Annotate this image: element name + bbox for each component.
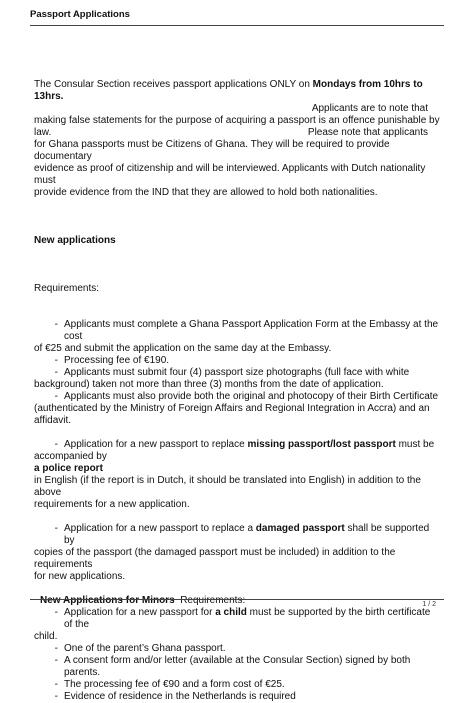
minors-section: New Applications for Minors Requirements: - Application for a new passport for a child must be supported by the birth certificate of the child. - One of the parent’s Ghana passport. - A consent form and/or letter (available at the Consular Section) signed by both parents. - The processing fee of €90 and a form cost of €25. - Evidence of residence in the Netherlands is required bbox=[34, 595, 440, 703]
list-item: - Applicants must also provide both the original and photocopy of their Birth Certificate bbox=[54, 391, 439, 402]
list-item: - Applicants must submit four (4) passport size photographs (full face with white bbox=[54, 367, 410, 378]
page-header-title: Passport Applications bbox=[30, 9, 130, 20]
damaged-passport-term: damaged passport bbox=[255, 523, 345, 534]
list-item: - A consent form and/or letter (available at the Consular Section) signed by both parents. bbox=[54, 655, 411, 678]
damaged-passport-section: - Application for a new passport to replace a damaged passport shall be supported by copies of the passport (the damaged passport must be included) in addition to the requirements for new applications. bbox=[34, 523, 430, 582]
list-item: - Processing fee of €190. bbox=[54, 355, 170, 366]
list-item: - One of the parent’s Ghana passport. bbox=[54, 643, 226, 654]
requirements-list bbox=[34, 319, 440, 427]
page-header bbox=[30, 4, 444, 26]
intro-hours: Mondays from 10hrs to 13hrs. bbox=[34, 79, 423, 102]
list-item-continuation: affidavit. bbox=[34, 415, 72, 426]
document-body bbox=[34, 79, 440, 703]
lost-passport-term: missing passport/lost passport bbox=[247, 439, 396, 450]
lost-passport-section: - Application for a new passport to replace missing passport/lost passport must be accompanied by a police report in English (if the report is in Dutch, it should be translated into English) in addition to the above requirements for a new application. bbox=[34, 439, 435, 510]
list-item: - Applicants must complete a Ghana Passport Application Form at the Embassy at the cost bbox=[54, 319, 439, 342]
intro-line-4-right: Please note that applicants bbox=[307, 127, 428, 138]
intro-line-1: The Consular Section receives passport applications ONLY on bbox=[34, 79, 313, 90]
intro-line-7: provide evidence from the IND that they are allowed to hold both nationalities. bbox=[34, 187, 378, 198]
intro-paragraph bbox=[34, 79, 440, 199]
police-report-term: a police report bbox=[34, 463, 103, 474]
intro-line-5: for Ghana passports must be Citizens of Ghana. They will be required to provide documentary bbox=[34, 139, 390, 162]
list-item-continuation: (authenticated by the Ministry of Foreign Affairs and Regional Integration in Accra) and an bbox=[34, 403, 430, 414]
new-applications-heading: New applications bbox=[34, 235, 116, 246]
intro-line-6: evidence as proof of citizenship and will be interviewed. Applicants with Dutch nationality must bbox=[34, 163, 426, 186]
minors-requirements-label: Requirements: bbox=[180, 595, 246, 606]
list-item: - Application for a new passport for a child must be supported by the birth certificate of the bbox=[54, 607, 431, 630]
list-item-continuation: background) taken not more than three (3) months from the date of application. bbox=[34, 379, 384, 390]
minors-heading: New Applications for Minors bbox=[40, 595, 175, 606]
list-item-continuation: of €25 and submit the application on the same day at the Embassy. bbox=[34, 343, 332, 354]
page-number: 1 / 2 bbox=[422, 601, 436, 608]
intro-line-3: making false statements for the purpose of acquiring a passport is an offence punishable by bbox=[34, 115, 440, 126]
page-footer-rule bbox=[30, 599, 444, 600]
list-item: - The processing fee of €90 and a form cost of €25. bbox=[54, 679, 285, 690]
intro-line-4-left: law. bbox=[34, 127, 52, 138]
child-term: a child bbox=[215, 607, 247, 618]
requirements-label: Requirements: bbox=[34, 283, 100, 294]
intro-line-2: Applicants are to note that bbox=[311, 103, 428, 114]
list-item: - Evidence of residence in the Netherlands is required bbox=[54, 691, 296, 702]
